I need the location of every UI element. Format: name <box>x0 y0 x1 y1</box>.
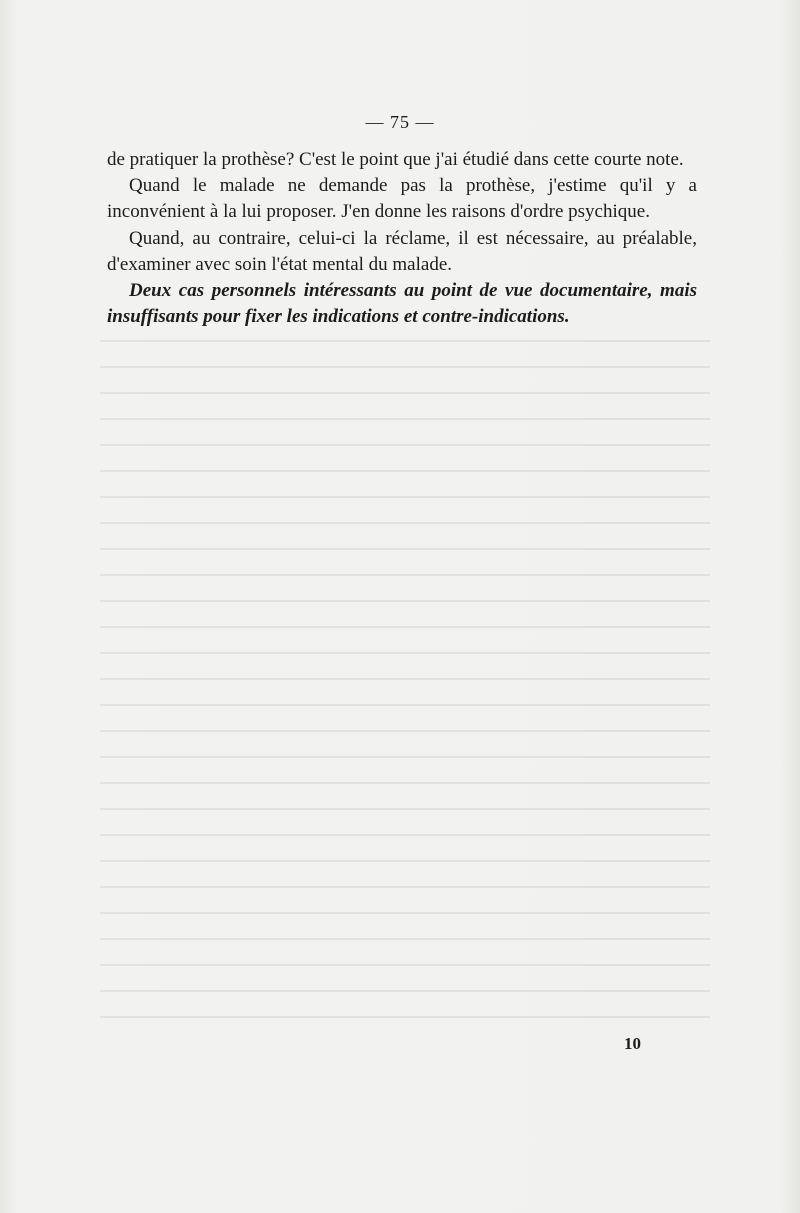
signature-mark: 10 <box>624 1034 641 1053</box>
paragraph-1: de pratiquer la prothèse? C'est le point que j'ai étudié dans cette courte note. <box>107 149 684 170</box>
body-text <box>107 147 697 330</box>
show-through-background <box>100 340 710 1040</box>
paragraph-4: Deux cas personnels intéressants au point de vue documentaire, mais insuffisants pour fixer les indications et contre-indications. <box>107 280 697 328</box>
paragraph-2: Quand le malade ne demande pas la prothèse, j'estime qu'il y a inconvénient à la lui proposer. J'en donne les raisons d'ordre psychique. <box>107 175 697 223</box>
page-number: — 75 — <box>365 112 435 132</box>
paragraph-3: Quand, au contraire, celui-ci la réclame, il est nécessaire, au préalable, d'examiner avec soin l'état mental du malade. <box>107 227 697 275</box>
